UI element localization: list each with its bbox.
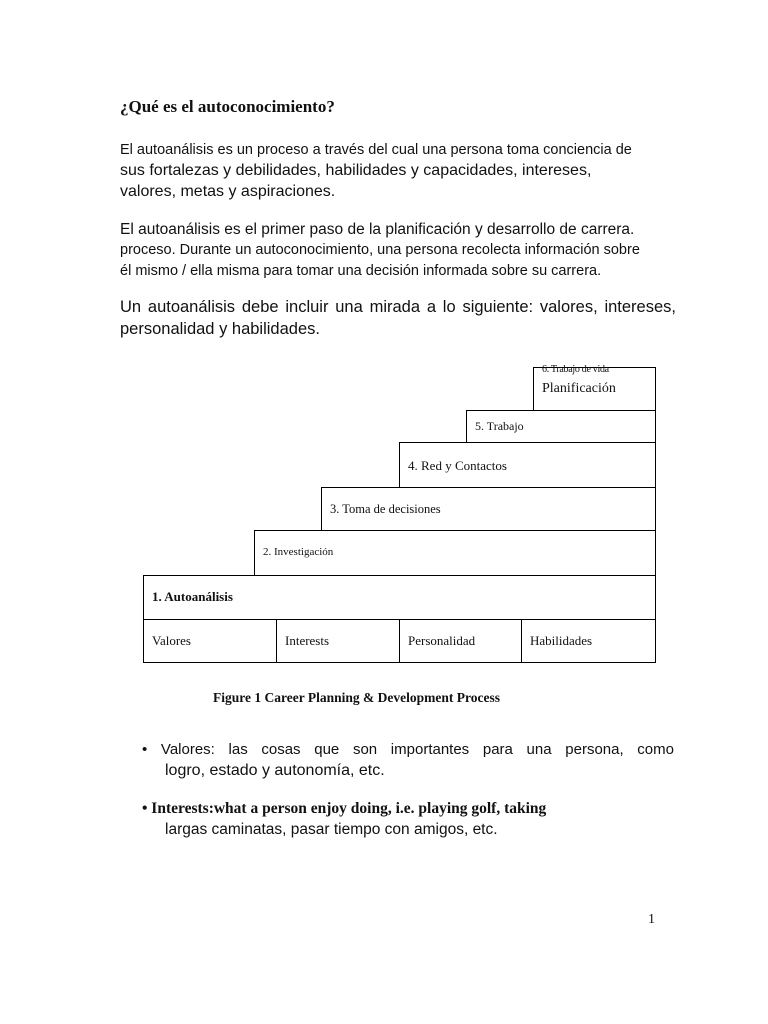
bullet-line: • Interests:what a person enjoy doing, i.e. playing golf, taking <box>142 800 547 817</box>
bullet-line: • Valores: las cosas que son importantes para una persona, como <box>142 741 674 758</box>
step-2-label: 2. Investigación <box>263 546 334 558</box>
component-label: Habilidades <box>530 633 593 648</box>
page-number: 1 <box>648 912 655 927</box>
paragraph-line: El autoanálisis es el primer paso de la planificación y desarrollo de carrera. <box>120 221 635 238</box>
bullet-line: logro, estado y autonomía, etc. <box>165 762 385 779</box>
bullet-interests <box>142 798 674 840</box>
component-personalidad-cell <box>399 619 522 663</box>
component-interests-cell <box>276 619 400 663</box>
figure-caption: Figure 1 Career Planning & Development Process <box>213 690 500 705</box>
step-6-label: Planificación <box>542 381 616 396</box>
step-5-box <box>466 410 656 443</box>
component-habilidades-cell <box>521 619 656 663</box>
paragraph-includes: Un autoanálisis debe incluir una mirada a lo siguiente: valores, intereses, personalidad y habilidades. <box>120 298 676 338</box>
step-2-box <box>254 530 656 576</box>
component-label: Valores <box>152 633 191 648</box>
paragraph-first-step <box>120 220 676 282</box>
paragraph-line: él mismo / ella misma para tomar una decisión informada sobre su carrera. <box>120 263 602 279</box>
step-1-label: 1. Autoanálisis <box>152 589 233 604</box>
paragraph-definition <box>120 140 676 202</box>
bullet-line: largas caminatas, pasar tiempo con amigos, etc. <box>165 821 498 838</box>
step-4-label: 4. Red y Contactos <box>408 458 507 473</box>
component-label: Personalidad <box>408 633 476 648</box>
paragraph-line: proceso. Durante un autoconocimiento, una persona recolecta información sobre <box>120 242 640 258</box>
paragraph-line: sus fortalezas y debilidades, habilidades y capacidades, intereses, <box>120 162 592 179</box>
step-1-box <box>143 575 656 620</box>
step-6-box <box>533 364 656 411</box>
bullet-valores <box>142 740 674 782</box>
step-5-label: 5. Trabajo <box>475 419 524 433</box>
paragraph-line: El autoanálisis es un proceso a través del cual una persona toma conciencia de <box>120 142 632 158</box>
component-valores-cell <box>143 619 277 663</box>
step-4-box <box>399 442 656 488</box>
page-title: ¿Qué es el autoconocimiento? <box>120 97 335 116</box>
step-3-box <box>321 487 656 531</box>
paragraph-line: valores, metas y aspiraciones. <box>120 183 336 200</box>
component-label: Interests <box>285 633 330 648</box>
step-3-label: 3. Toma de decisiones <box>330 502 441 516</box>
step-6-small-label: 6. Trabajo de vida <box>542 364 609 375</box>
